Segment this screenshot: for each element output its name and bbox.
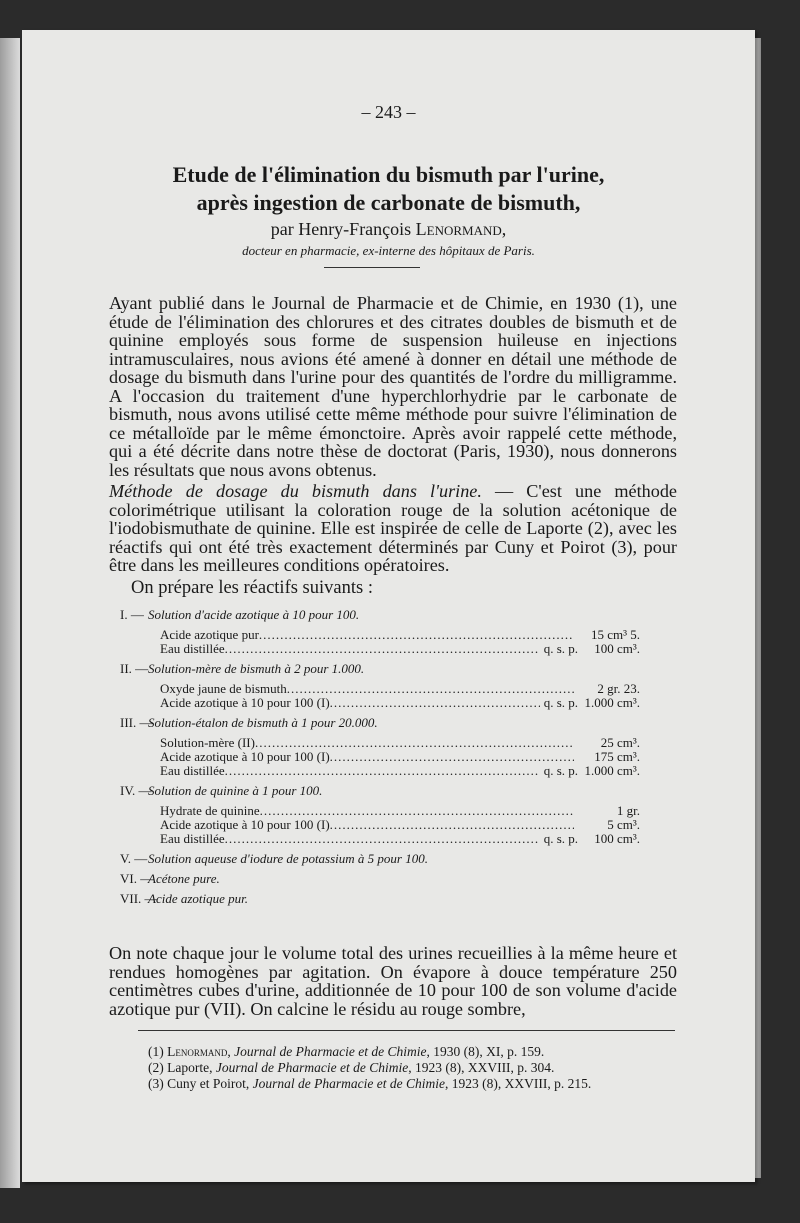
reagent-heading: Solution d'acide azotique à 10 pour 100. [148,607,360,622]
footnote-reference: , 1923 (8), XXVIII, p. 304. [408,1060,555,1075]
title-line-1: Etude de l'élimination du bismuth par l'urine, [172,162,605,187]
ingredient-amount: 15 cm³ 5. [590,627,640,642]
article-title [22,161,755,217]
reagent-row [160,818,640,832]
qsp-label: q. s. p. [543,763,578,778]
ingredient-amount: 25 cm³. [600,735,640,750]
footnote-marker: (1) [148,1044,168,1059]
reagent-number: VII. — [120,891,158,906]
footnote-marker: (2) [148,1060,168,1075]
reagent-group [120,852,640,866]
footnote-2 [148,1060,591,1076]
footnote-journal: Journal de Pharmacie et de Chimie [252,1076,445,1091]
leader-dots [330,696,540,710]
reagent-heading: Solution aqueuse d'iodure de potassium à 5 pour 100. [148,851,428,866]
reagent-row [160,642,640,656]
reagent-heading: Solution-mère de bismuth à 2 pour 1.000. [148,661,365,676]
author-name: Lenormand [415,219,502,239]
footnote-divider [138,1030,675,1031]
ingredient-amount: 1.000 cm³. [584,763,640,778]
leader-dots [330,818,574,832]
ingredient-label: Hydrate de quinine [160,803,260,818]
leader-dots [260,804,574,818]
footnote-sep: , [245,1076,253,1091]
ingredient-amount: 1 gr. [616,803,640,818]
leader-dots [259,628,574,642]
reagent-group [120,892,640,906]
ingredient-label: Acide azotique à 10 pour 100 (I) [160,695,330,710]
reagent-number: V. — [120,851,148,866]
author-affiliation: docteur en pharmacie, ex-interne des hôpitaux de Paris. [242,243,535,258]
reagents-intro: On prépare les réactifs suivants : [131,578,373,598]
reagent-number: IV. — [120,783,152,798]
ingredient-label: Acide azotique à 10 pour 100 (I) [160,749,330,764]
method-body: — C'est une méthode colorimétrique utilisant la coloration rouge de la solution acétonique de l'iodobismuthate de quinine. Elle est inspirée de celle de Laporte (2), avec les réactifs qui ont été très exactement déterminés par Cuny et Poirot (3), pour être dans les meilleures conditions opératoires. [109,481,677,575]
reagent-row [160,804,640,818]
reagent-row [160,736,640,750]
reagent-heading: Acide azotique pur. [148,891,249,906]
title-line-2: après ingestion de carbonate de bismuth, [196,190,581,215]
byline-suffix: , [501,219,507,239]
footnote-sep: , [209,1060,216,1075]
ingredient-label: Acide azotique à 10 pour 100 (I) [160,817,330,832]
reagent-number: III. — [120,715,153,730]
reagent-group [120,784,640,846]
reagents-list [120,608,640,912]
reagent-row [160,628,640,642]
reagent-number: I. — [120,607,144,622]
footnote-author: Cuny et Poirot [167,1076,246,1091]
qsp-label: q. s. p. [543,831,578,846]
reagent-group [120,608,640,656]
footnotes [148,1044,591,1092]
footnote-marker: (3) [148,1076,168,1091]
ingredient-label: Eau distillée [160,831,225,846]
title-divider [324,267,420,268]
reagent-group [120,716,640,778]
reagent-number: VI. — [120,871,154,886]
reagent-number: II. — [120,661,149,676]
ingredient-amount: 175 cm³. [594,749,640,764]
reagent-row [160,682,640,696]
ingredient-label: Eau distillée [160,641,225,656]
footnote-sep: , [227,1044,235,1059]
footnote-author: Laporte [167,1060,210,1075]
footnote-3 [148,1076,591,1092]
ingredient-amount: 5 cm³. [607,817,640,832]
ingredient-amount: 2 gr. 23. [597,681,640,696]
method-paragraph [109,482,677,575]
ingredient-amount: 100 cm³. [594,641,640,656]
method-heading: Méthode de dosage du bismuth dans l'urine. [109,481,482,501]
reagent-row [160,750,640,764]
reagent-heading: Acétone pure. [148,871,220,886]
reagent-heading: Solution de quinine à 1 pour 100. [148,783,323,798]
page-right-edge [755,38,761,1178]
leader-dots [287,682,574,696]
author-byline [22,219,755,240]
footnote-journal: Journal de Pharmacie et de Chimie [215,1060,409,1075]
reagent-group [120,662,640,710]
qsp-label: q. s. p. [543,641,578,656]
leader-dots [225,832,540,846]
leader-dots [225,642,540,656]
footnote-reference: , 1930 (8), XI, p. 159. [426,1044,545,1059]
ingredient-label: Oxyde jaune de bismuth [160,681,287,696]
footnote-author: Lenormand [167,1044,228,1059]
reagent-heading: Solution-étalon de bismuth à 1 pour 20.000. [148,715,378,730]
leader-dots [255,736,574,750]
procedure-paragraph: On note chaque jour le volume total des urines recueillies à la même heure et rendues homogènes par agitation. On évapore à douce température 250 centimètres cubes d'urine, additionnée de 10 pour 100 de son volume d'acide azotique pur (VII). On calcine le résidu au rouge sombre, [109,943,677,1019]
leader-dots [225,764,540,778]
reagent-row [160,764,640,778]
ingredient-amount: 1.000 cm³. [584,695,640,710]
footnote-reference: , 1923 (8), XXVIII, p. 215. [444,1076,592,1091]
footnote-1 [148,1044,591,1060]
reagent-row [160,696,640,710]
ingredient-label: Solution-mère (II) [160,735,255,750]
ingredient-label: Eau distillée [160,763,225,778]
book-left-page-edge [0,38,20,1188]
leader-dots [330,750,574,764]
qsp-label: q. s. p. [543,695,578,710]
page-number: – 243 – [361,102,416,122]
reagent-row [160,832,640,846]
document-page [22,30,755,1182]
footnote-journal: Journal de Pharmacie et de Chimie [234,1044,427,1059]
reagent-group [120,872,640,886]
byline-prefix: par Henry-François [270,219,416,239]
intro-paragraph: Ayant publié dans le Journal de Pharmacie et de Chimie, en 1930 (1), une étude de l'élimination des chlorures et des citrates doubles de bismuth et de quinine employés sous forme de suspension huileuse en injections intramusculaires, nous avions été amené à donner en détail une méthode de dosage du bismuth dans l'urine pour des quantités de l'ordre du milligramme. A l'occasion du traitement d'une hyperchlorhydrie par le carbonate de bismuth, nous avons utilisé cette même méthode pour suivre l'élimination de ce métalloïde par le même émonctoire. Après avoir rappelé cette méthode, qui a été décrite dans notre thèse de doctorat (Paris, 1930), nous donnerons les résultats que nous avons obtenus. [109,293,677,480]
ingredient-label: Acide azotique pur [160,627,259,642]
ingredient-amount: 100 cm³. [594,831,640,846]
